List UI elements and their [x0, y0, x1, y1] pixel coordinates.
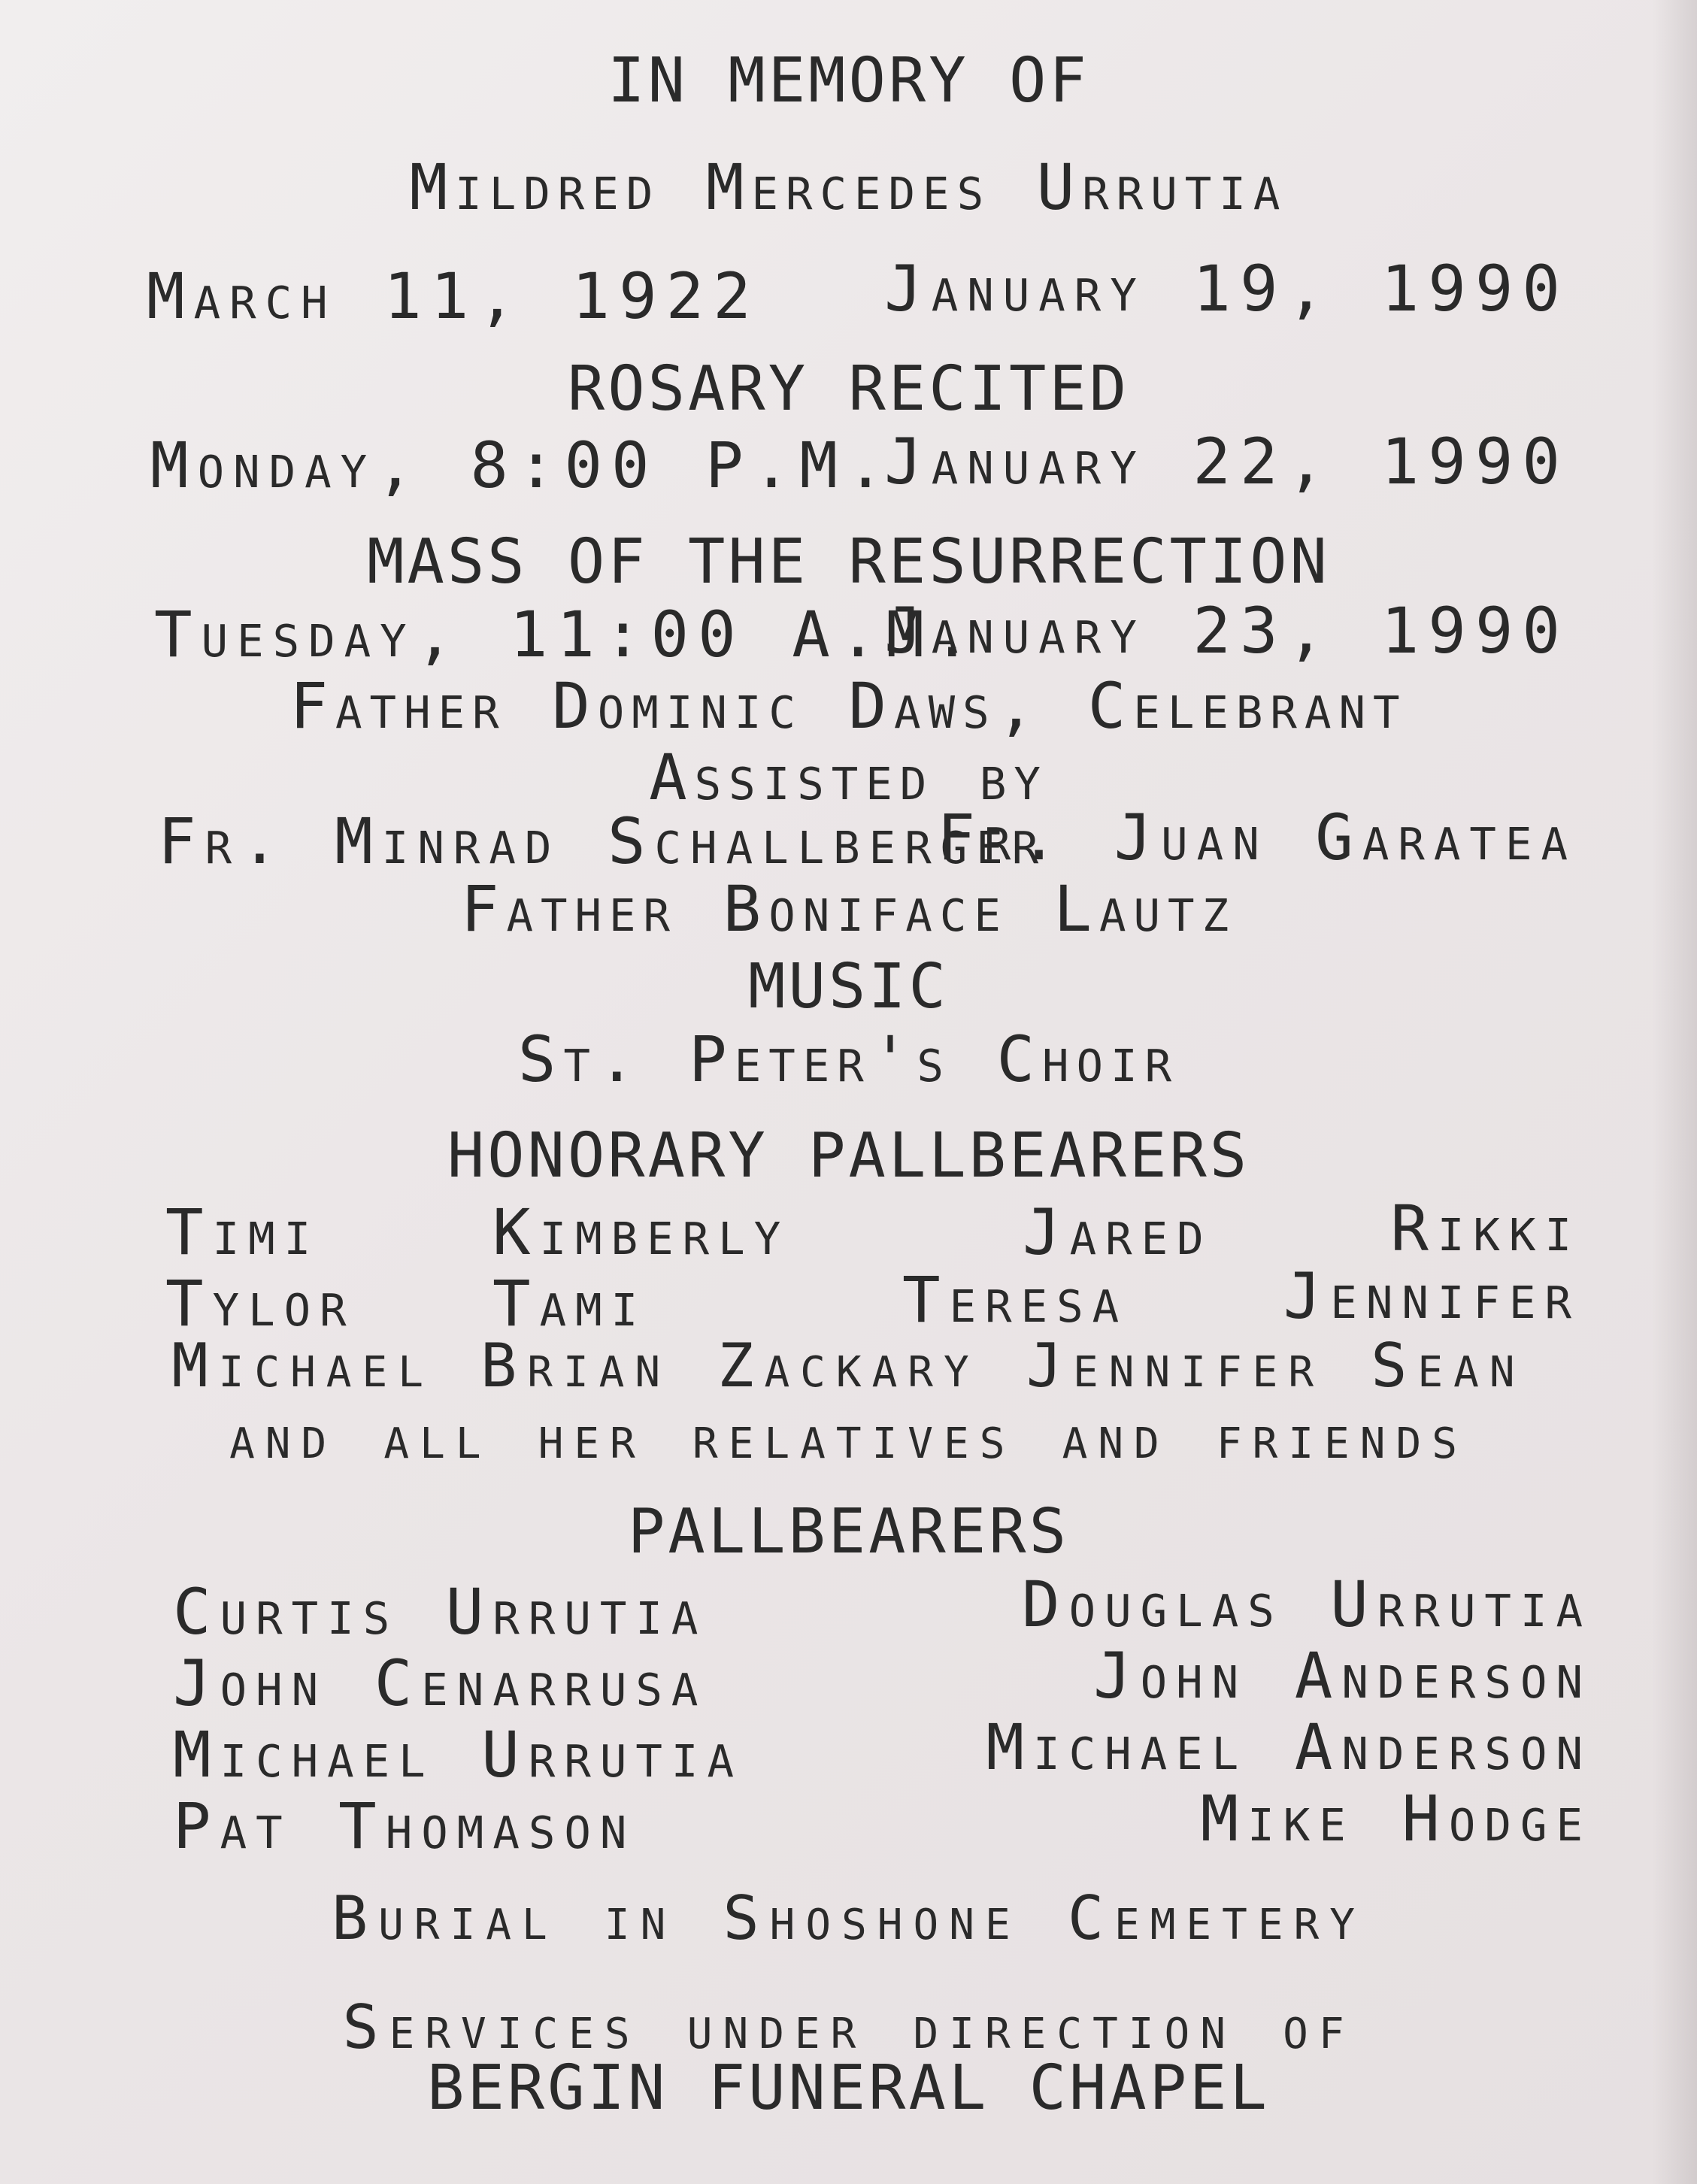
deceased-name: Mildred Mercedes Urrutia [409, 150, 1288, 224]
honorary-name: Jared [1023, 1195, 1213, 1269]
honorary-name: Tami [492, 1267, 647, 1340]
birth-date: March 11, 1922 [147, 259, 760, 333]
mass-heading: MASS OF THE RESURRECTION [367, 526, 1330, 598]
pallbearer-name: Pat Thomason [173, 1789, 636, 1863]
honorary-name: Kimberly [492, 1195, 790, 1269]
honorary-pallbearers-heading: HONORARY PALLBEARERS [447, 1120, 1250, 1192]
music-heading: MUSIC [748, 951, 949, 1022]
assistant-priest-2: Fr. Juan Garatea [937, 801, 1577, 874]
pallbearer-name: John Anderson [1093, 1639, 1592, 1713]
assisted-by-label: Assisted by [649, 741, 1048, 814]
pallbearer-name: John Cenarrusa [173, 1646, 708, 1720]
pallbearer-name: Michael Urrutia [173, 1718, 743, 1792]
pallbearer-name: Douglas Urrutia [1022, 1568, 1592, 1641]
mass-date: January 23, 1990 [884, 594, 1569, 668]
rosary-heading: ROSARY RECITED [567, 353, 1130, 425]
honorary-name: Teresa [902, 1263, 1129, 1337]
honorary-names-row: Michael Brian Zackary Jennifer Sean [171, 1331, 1526, 1401]
assistant-priest-3: Father Boniface Lautz [460, 872, 1237, 946]
honorary-name: Rikki [1390, 1192, 1580, 1265]
pallbearers-heading: PALLBEARERS [627, 1496, 1070, 1568]
honorary-name: Tylor [165, 1267, 356, 1340]
death-date: January 19, 1990 [884, 252, 1569, 326]
services-line: Services under direction of [342, 1992, 1355, 2062]
pallbearer-name: Michael Anderson [986, 1710, 1592, 1784]
rosary-day-time: Monday, 8:00 P.M. [150, 429, 894, 502]
funeral-chapel: BERGIN FUNERAL CHAPEL [427, 2052, 1270, 2124]
pallbearer-name: Mike Hodge [1200, 1782, 1592, 1855]
honorary-name: Timi [165, 1195, 320, 1269]
choir: St. Peter's Choir [517, 1022, 1180, 1096]
mass-day-time: Tuesday, 11:00 A.M. [154, 598, 980, 671]
relatives-and-friends: and all her relatives and friends [229, 1402, 1468, 1472]
honorary-name: Jennifer [1283, 1259, 1580, 1333]
assistant-priest-1: Fr. Minrad Schallberger [158, 804, 1048, 878]
burial: Burial in Shoshone Cemetery [332, 1883, 1365, 1953]
rosary-date: January 22, 1990 [884, 425, 1569, 498]
celebrant: Father Dominic Daws, Celebrant [289, 669, 1408, 743]
pallbearer-name: Curtis Urrutia [173, 1575, 708, 1649]
in-memory-heading: IN MEMORY OF [608, 45, 1089, 117]
